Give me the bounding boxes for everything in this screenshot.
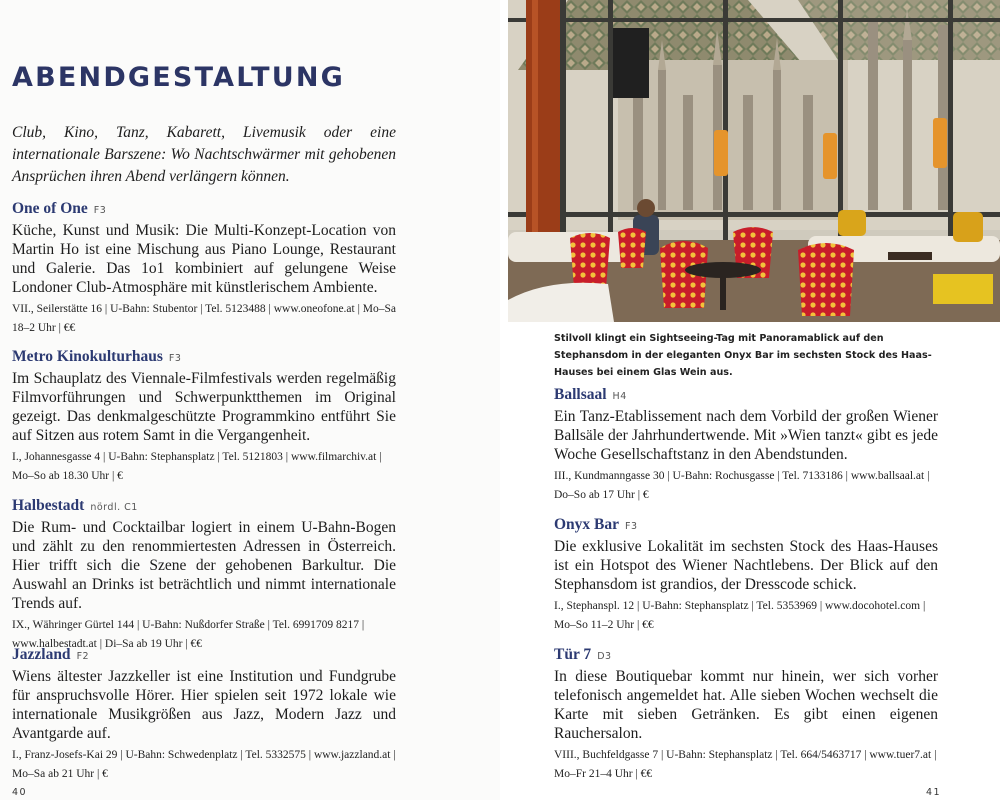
intro-text: Club, Kino, Tanz, Kabarett, Livemusik oder eine internationale Barszene: Wo Nachtschwärmer mit gehobenen Ansprüchen ihren Abend verlängern können.: [12, 124, 396, 185]
venue-entry-tuer-7: [554, 644, 938, 784]
page-number-right: 41: [926, 787, 942, 798]
venue-name: Halbestadt: [12, 497, 85, 514]
venue-info: VII., Seilerstätte 16 | U-Bahn: Stubentor | Tel. 5123488 | www.oneofone.at | Mo–Sa 18–2 Uhr | €€: [12, 303, 397, 334]
venue-description: Im Schauplatz des Viennale-Filmfestivals werden regelmäßig Filmvorführungen und Schwerpunktthemen im Original gezeigt. Das denkmalgeschützte Programmkino entführt Sie auf Sitzen aus rotem Samt in die Vergangenheit.: [12, 370, 396, 444]
venue-entry-onyx-bar: [554, 514, 938, 635]
venue-entry-one-of-one: [12, 198, 396, 338]
page-number-left: 40: [12, 787, 28, 798]
venue-name: Onyx Bar: [554, 516, 620, 533]
venue-description: Küche, Kunst und Musik: Die Multi-Konzept-Location von Martin Ho ist eine Mischung aus Piano Lounge, Restaurant und Galerie. Das 1o1 kombiniert auf gelungene Weise Londoner Club-Atmosphäre mit künstlerischem Ambiente.: [12, 222, 396, 296]
venue-description: Ein Tanz-Etablissement nach dem Vorbild der großen Wiener Ballsäle der Jahrhundertwende. Mit »Wien tanzt« gibt es jede Woche Gesellschaftstanz in den Abendstunden.: [554, 408, 938, 463]
map-grid-ref: H4: [612, 391, 627, 402]
venue-info: I., Franz-Josefs-Kai 29 | U-Bahn: Schwedenplatz | Tel. 5332575 | www.jazzland.at | Mo–Sa ab 21 Uhr | €: [12, 749, 396, 780]
venue-info: III., Kundmanngasse 30 | U-Bahn: Rochusgasse | Tel. 7133186 | www.ballsaal.at | Do–So ab 17 Uhr | €: [554, 470, 930, 501]
venue-entry-halbestadt: [12, 495, 396, 654]
map-grid-ref: F3: [625, 521, 638, 532]
venue-name: Tür 7: [554, 646, 592, 663]
venue-description: Wiens ältester Jazzkeller ist eine Institution und Fundgrube für anspruchsvolle Hörer. Hier spielen seit 1972 lokale wie internationale Musikgrößen aus Jazz, Modern Jazz und Avantgarde auf.: [12, 668, 396, 742]
venue-entry-ballsaal: [554, 384, 938, 505]
bar-interior-illustration: [508, 0, 1000, 322]
photo-caption: Stilvoll klingt ein Sightseeing-Tag mit Panoramablick auf den Stephansdom in der eleganten Onyx Bar im sechsten Stock des Haas-Hauses bei einem Glas Wein aus.: [554, 333, 932, 378]
venue-info: VIII., Buchfeldgasse 7 | U-Bahn: Stephansplatz | Tel. 664/5463717 | www.tuer7.at | Mo–Fr 21–4 Uhr | €€: [554, 749, 937, 780]
venue-name: Jazzland: [12, 646, 71, 663]
venue-name: Ballsaal: [554, 386, 607, 403]
page-heading: ABENDGESTALTUNG: [12, 62, 346, 93]
venue-info: I., Stephanspl. 12 | U-Bahn: Stephansplatz | Tel. 5353969 | www.docohotel.com | Mo–So 11–2 Uhr | €€: [554, 600, 926, 631]
onyx-bar-photo: [508, 0, 1000, 322]
venue-description: In diese Boutiquebar kommt nur hinein, wer sich vorher telefonisch angemeldet hat. Alle sieben Wochen wechselt die Karte mit sieben Getränken. Es gibt einen eigenen Rauchersalon.: [554, 668, 938, 742]
map-grid-ref: nördl. C1: [90, 502, 138, 513]
right-page: [500, 0, 1000, 800]
venue-name: One of One: [12, 200, 88, 217]
venue-name: Metro Kinokulturhaus: [12, 348, 163, 365]
venue-description: Die exklusive Lokalität im sechsten Stock des Haas-Hauses ist ein Hotspot des Wiener Nachtlebens. Der Blick auf den Stephansdom ist grandios, der Dresscode schick.: [554, 538, 938, 593]
venue-entry-metro-kinokulturhaus: [12, 346, 396, 486]
venue-info: IX., Währinger Gürtel 144 | U-Bahn: Nußdorfer Straße | Tel. 6991709 8217 | www.halbestadt.at | Di–Sa ab 19 Uhr | €€: [12, 619, 365, 650]
venue-description: Die Rum- und Cocktailbar logiert in einem U-Bahn-Bogen und zählt zu den renommiertesten Adressen in Österreich. Hier trifft sich die Szene der gehobenen Barkultur. Die Auswahl an Drinks ist beträchtlich und nimmt internationale Trends auf.: [12, 519, 396, 612]
map-grid-ref: F3: [168, 353, 182, 364]
map-grid-ref: D3: [597, 651, 612, 662]
venue-entry-jazzland: [12, 644, 396, 784]
venue-info: I., Johannesgasse 4 | U-Bahn: Stephansplatz | Tel. 5121803 | www.filmarchiv.at | Mo–So ab 18.30 Uhr | €: [12, 451, 382, 482]
map-grid-ref: F3: [93, 205, 107, 216]
map-grid-ref: F2: [76, 651, 90, 662]
